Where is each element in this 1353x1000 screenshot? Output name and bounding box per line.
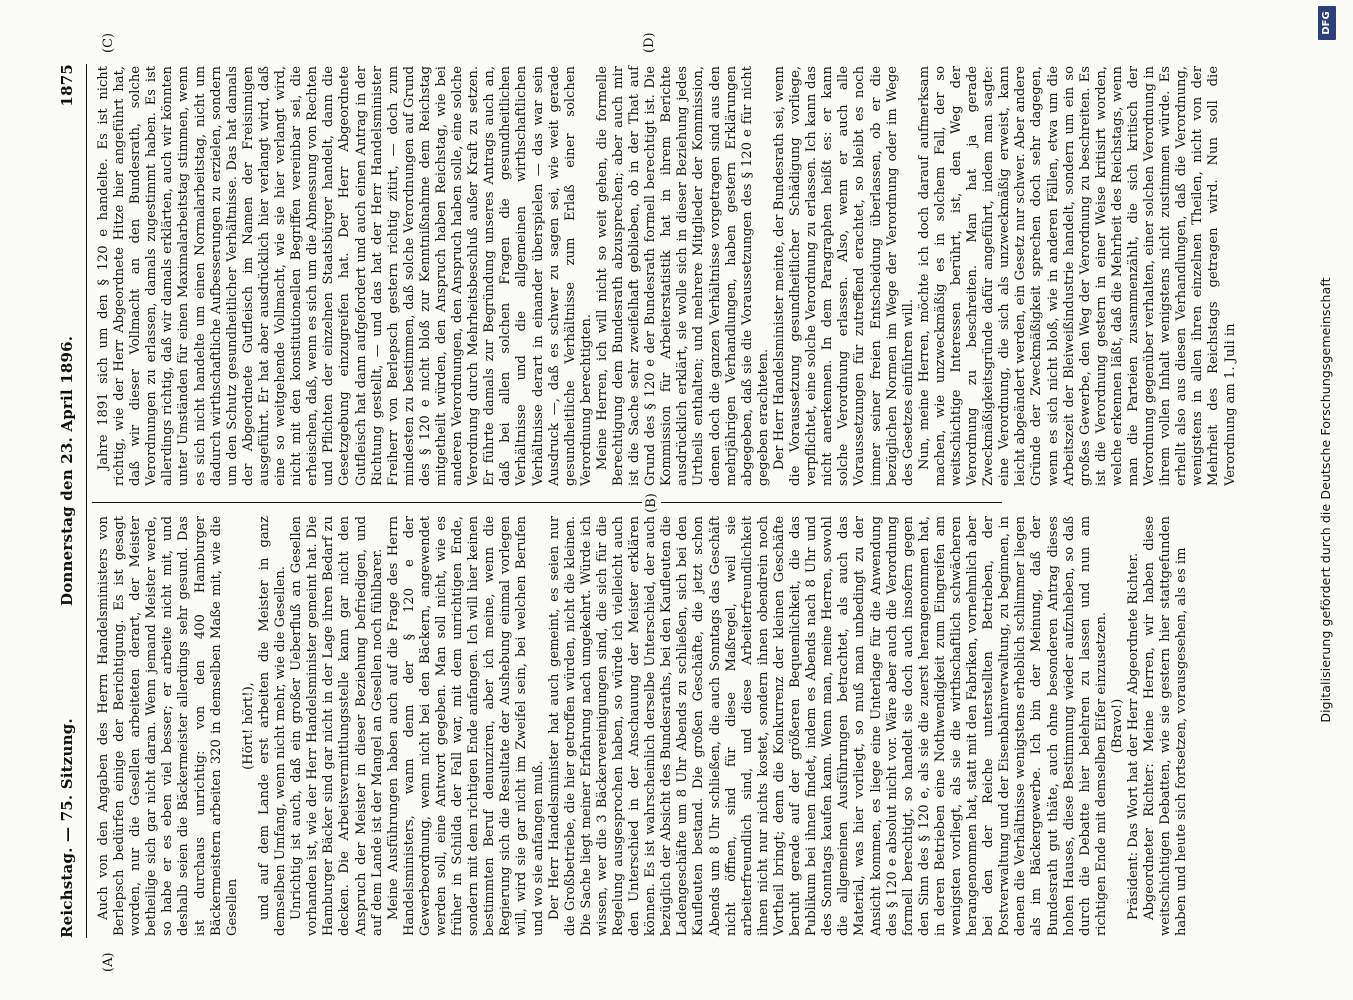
- column-divider: [92, 502, 1002, 503]
- margin-marker-a: (A): [101, 952, 116, 972]
- margin-marker-b: (B): [644, 493, 659, 513]
- paragraph: Auch von den Angaben des Herrn Handelsministers von Berlepsch bedürfen einige der Berichtigung. Es ist gesagt worden, nur die Gesellen arbeiteten derart, der Meister betheilige sich gar nicht daran. Wenn jemand Meister werde, so habe er es eben viel besser; er arbeite nicht mit, und deshalb seien die Bäckermeister allerdings sehr gesund. Das ist durchaus unrichtig: von den 400 Hamburger Bäckermeistern arbeiten 320 in demselben Maße mit, wie die Gesellen: [96, 516, 240, 936]
- interjection: (Bravo!): [1109, 698, 1125, 754]
- left-column: [96, 516, 1190, 936]
- digitization-credit: Digitalisierung gefördert durch die Deutsche Forschungsgemeinschaft: [1318, 277, 1333, 723]
- paragraph: Unrichtig ist auch, daß ein großer Ueberfluß an Gesellen vorhanden ist, wie der Herr Handelsminister gemeint hat. Die Hamburger Bäcker sind gar nicht in der Lage ihren Bedarf zu decken. Die Arbeitsvermittlungsstelle kann gar nicht den Anspruch der Meister in dieser Beziehung befriedigen, und auf dem Lande ist der Mangel an Gesellen noch fühlbarer.: [289, 516, 385, 936]
- paragraph: Meine Ausführungen haben auch auf die Frage des Herrn Handelsministers, wann denn der § 120 e der Gewerbeordnung, wenn nicht bei den Bäckern, angewendet werden soll, eine Antwort gegeben. Man soll nicht, wie es früher in Schilda der Fall war, mit dem unrichtigen Ende, sondern mit dem richtigen Ende anfangen. Ich will hier keinen bestimmten Beruf denunziren, aber ich meine, wenn die Regierung sich die Resultate der Aushebung einmal vorlegen will, wird sie gar nicht im Zweifel sein, bei welchen Berufen und wo sie anfangen muß.: [385, 516, 546, 936]
- paragraph: Der Herr Handelsminister hat auch gemeint, es seien nur die Großbetriebe, die hier getroffen würden, nicht die kleinen. Die Sache liegt meiner Erfahrung nach umgekehrt. Würde ich wissen, wer die 3 Bäckervereinigungen sind, die sich für die Regelung ausgesprochen haben, so würde ich vielleicht auch den Unterschied in der Anschauung der Meister erklären können. Es ist wahrscheinlich derselbe Unterschied, der auch bezüglich der Absicht des Bundesraths, bei den Kaufleuten die Ladengeschäfte um 8 Uhr Abends zu schließen, sich bei den Kaufleuten bestand. Die großen Geschäfte, die jetzt schon Abends um 8 Uhr schließen, die auch Sonntags das Geschäft nicht öffnen, sind für diese Maßregel, weil sie arbeiterfreundlich sind, und diese Arbeiterfreundlichkeit ihnen nicht nur nichts kostet, sondern ihnen obendrein noch Vortheil bringt; denn die Konkurrenz der kleinen Geschäfte beruht gerade auf der größeren Bequemlichkeit, die das Publikum bei ihnen findet, indem es Abends nach 8 Uhr und des Sonntags kaufen kann. Wenn man, meine Herren, sowohl die allgemeinen Ausführungen betrachtet, als auch das Material, was hier vorliegt, so muß man unbedingt zu der Ansicht kommen, es liege eine Unterlage für die Anwendung des § 120 e absolut nicht vor. Wäre aber auch die Verordnung formell berechtigt, so handelt sie doch auch insofern gegen den Sinn des § 120 e, als sie die zuerst herangenommen hat, in deren Betrieben eine Nothwendigkeit zum Eingreifen am wenigsten vorliegt, als sie die wirthschaftlich schwächeren herangenommen hat, statt mit den Fabriken, vornehmlich aber bei den der Reiche unterstellten Betrieben, der Postverwaltung und der Eisenbahnverwaltung, zu beginnen, in denen die Verhältnisse wenigstens erheblich schlimmer liegen als im Bäckergewerbe. Ich bin der Meinung, daß der Bundesrath gut thäte, auch ohne besonderen Antrag dieses hohen Hauses, diese Bestimmung wieder aufzuheben, so daß durch die Debatte hier belehren zu lassen und nun am richtigen Ende mit demselben Eifer einzusetzen.: [546, 516, 1109, 936]
- paragraph: Jahre 1891 sich um den § 120 e handelte. Es ist nicht richtig, wie der Herr Abgeordnete Hitze hier angeführt hat, daß wir dieser Vollmacht an den Bundesrath, solche Verordnungen zu erlassen, damals zugestimmt haben. Es ist allerdings richtig, daß wir damals erklärten, auch wir könnten unter Umständen für einen Maximalarbeitstag stimmen, wenn es sich nicht handelte um einen Normalarbeitstag, nicht um dadurch wirthschaftliche Aufbesserungen zu erzielen, sondern um den Schutz gesundheitlicher Verhältnisse. Das hat damals der Abgeordnete Gutfleisch im Namen der Freisinnigen ausgeführt. Er hat aber ausdrücklich hier verlangt wird, daß eine so weitgehende Vollmacht, wie sie hier verlangt wird, nicht mit den konstitutionellen Begriffen vereinbar sei, die erheischen, daß, wenn es sich um die Abmessung von Rechten und Pflichten der einzelnen Staatsbürger handelt, dann die Gesetzgebung einzugreifen hat. Der Herr Abgeordnete Gutfleisch hat dann aufgefordert und auch einen Antrag in der Richtung gestellt, — und das hat der Herr Handelsminister Freiherr von Berlepsch gestern richtig zitirt, — doch zum mindesten zu bestimmen, daß solche Verordnungen auf Grund des § 120 e nicht bloß zur Kenntnißnahme dem Reichstag mitgetheilt würden, den Anspruch haben Reichstag, wie bei anderen Verordnungen, den Anspruch haben solle, eine solche Verordnung durch Mehrheitsbeschluß außer Kraft zu setzen. Er führte damals zur Begründung unseres Antrags auch an, daß bei allen solchen Fragen die gesundheitlichen Verhältnisse und die allgemeinen wirthschaftlichen Verhältnisse derart in einander überspielen — das war sein Ausdruck —, daß es schwer zu sagen sei, wie weit gerade gesundheitliche Verhältnisse zum Erlaß einer solchen Verordnung berechtigten.: [96, 66, 594, 486]
- speaker-paragraph: Abgeordneter Richter: Meine Herren, wir haben diese weitschichtigen Debatten, wie sie gestern hier stattgefunden haben und heute sich fortsetzen, vorausgesehen, als es im: [1142, 516, 1190, 936]
- paragraph: Nun, meine Herren, möchte ich doch darauf aufmerksam machen, wie unzweckmäßig es in solchem Fall, der so weitschichtige Interessen berührt, ist, den Weg der Verordnung zu beschreiten. Man hat ja gerade Zweckmäßigkeitsgründe dafür angeführt, indem man sagte: eine Verordnung, die sich als unzweckmäßig erweist, kann leicht abgeändert werden, ein Gesetz nur schwer. Aber andere Gründe der Zweckmäßigkeit sprechen doch sehr dagegen, wenn es sich nicht bloß, wie in anderen Fällen, etwa um die Arbeitszeit der Bleiweißindustrie handelt, sondern um ein so großes Gewerbe, den Weg der Verordnung zu beschreiten. Es ist die Verordnung gestern in einer Weise kritisirt worden, welche erkennen läßt, daß die Mehrheit des Reichstags, wenn man die Parteien zusammenzählt, die sich kritisch der Verordnung gegenüber verhalten, einer solchen Verordnung in ihrem vollen Inhalt wenigstens nicht zustimmen würde. Es erhellt also aus diesen Verhandlungen, daß die Verordnung, wenigstens in allen ihren einzelnen Theilen, nicht von der Mehrheit des Reichstags getragen wird. Nun soll die Verordnung am 1. Juli in: [916, 66, 1238, 486]
- header-rule: [86, 64, 87, 938]
- page-number: 1875: [58, 64, 76, 107]
- header-session: Reichstag. — 75. Sitzung.: [58, 718, 76, 938]
- interjection: (Hört! hört!),: [240, 682, 256, 770]
- paragraph: und auf dem Lande erst arbeiten die Meister in ganz demselben Umfang, wenn nicht mehr, wie die Gesellen.: [256, 516, 289, 936]
- right-column: [96, 66, 1238, 486]
- margin-marker-d: (D): [642, 32, 657, 53]
- page-header: [58, 64, 84, 938]
- header-date: Donnerstag den 23. April 1896.: [58, 335, 76, 606]
- paragraph: Der Herr Handelsminister meinte, der Bundesrath sei, wenn die Voraussetzung gesundheitlicher Schädigung vorliege, verpflichtet, eine solche Verordnung zu erlassen. Ich kann das nicht anerkennen. In dem Paragraphen heißt es: er kann solche Verordnung erlassen. Also, wenn er auch alle Voraussetzungen für zutreffend erachtet, so bleibt es noch immer seiner freien Entscheidung überlassen, ob er die bezüglichen Normen im Wege der Verordnung oder im Wege des Gesetzes einführen will.: [771, 66, 916, 486]
- paragraph: Meine Herren, ich will nicht so weit gehen, die formelle Berechtigung dem Bundesrath abzusprechen; aber auch mir ist die Sache sehr zweifelhaft geblieben, ob in der That auf Grund des § 120 e der Bundesrath formell berechtigt ist. Die Kommission für Arbeiterstatistik hat in ihrem Berichte ausdrücklich erklärt, sie wolle sich in dieser Beziehung jedes Urtheils enthalten; und mehrere Mitglieder der Kommission, denen doch die ganzen Verhältnisse vorgetragen sind aus den mehrjährigen Verhandlungen, haben gestern Erklärungen abgegeben, daß sie die Voraussetzungen des § 120 e für nicht gegeben erachteten.: [594, 66, 771, 486]
- speaker-paragraph: Präsident: Das Wort hat der Herr Abgeordnete Richter.: [1126, 552, 1141, 920]
- margin-marker-c: (C): [101, 32, 116, 53]
- dfg-logo: DFG: [1318, 6, 1336, 40]
